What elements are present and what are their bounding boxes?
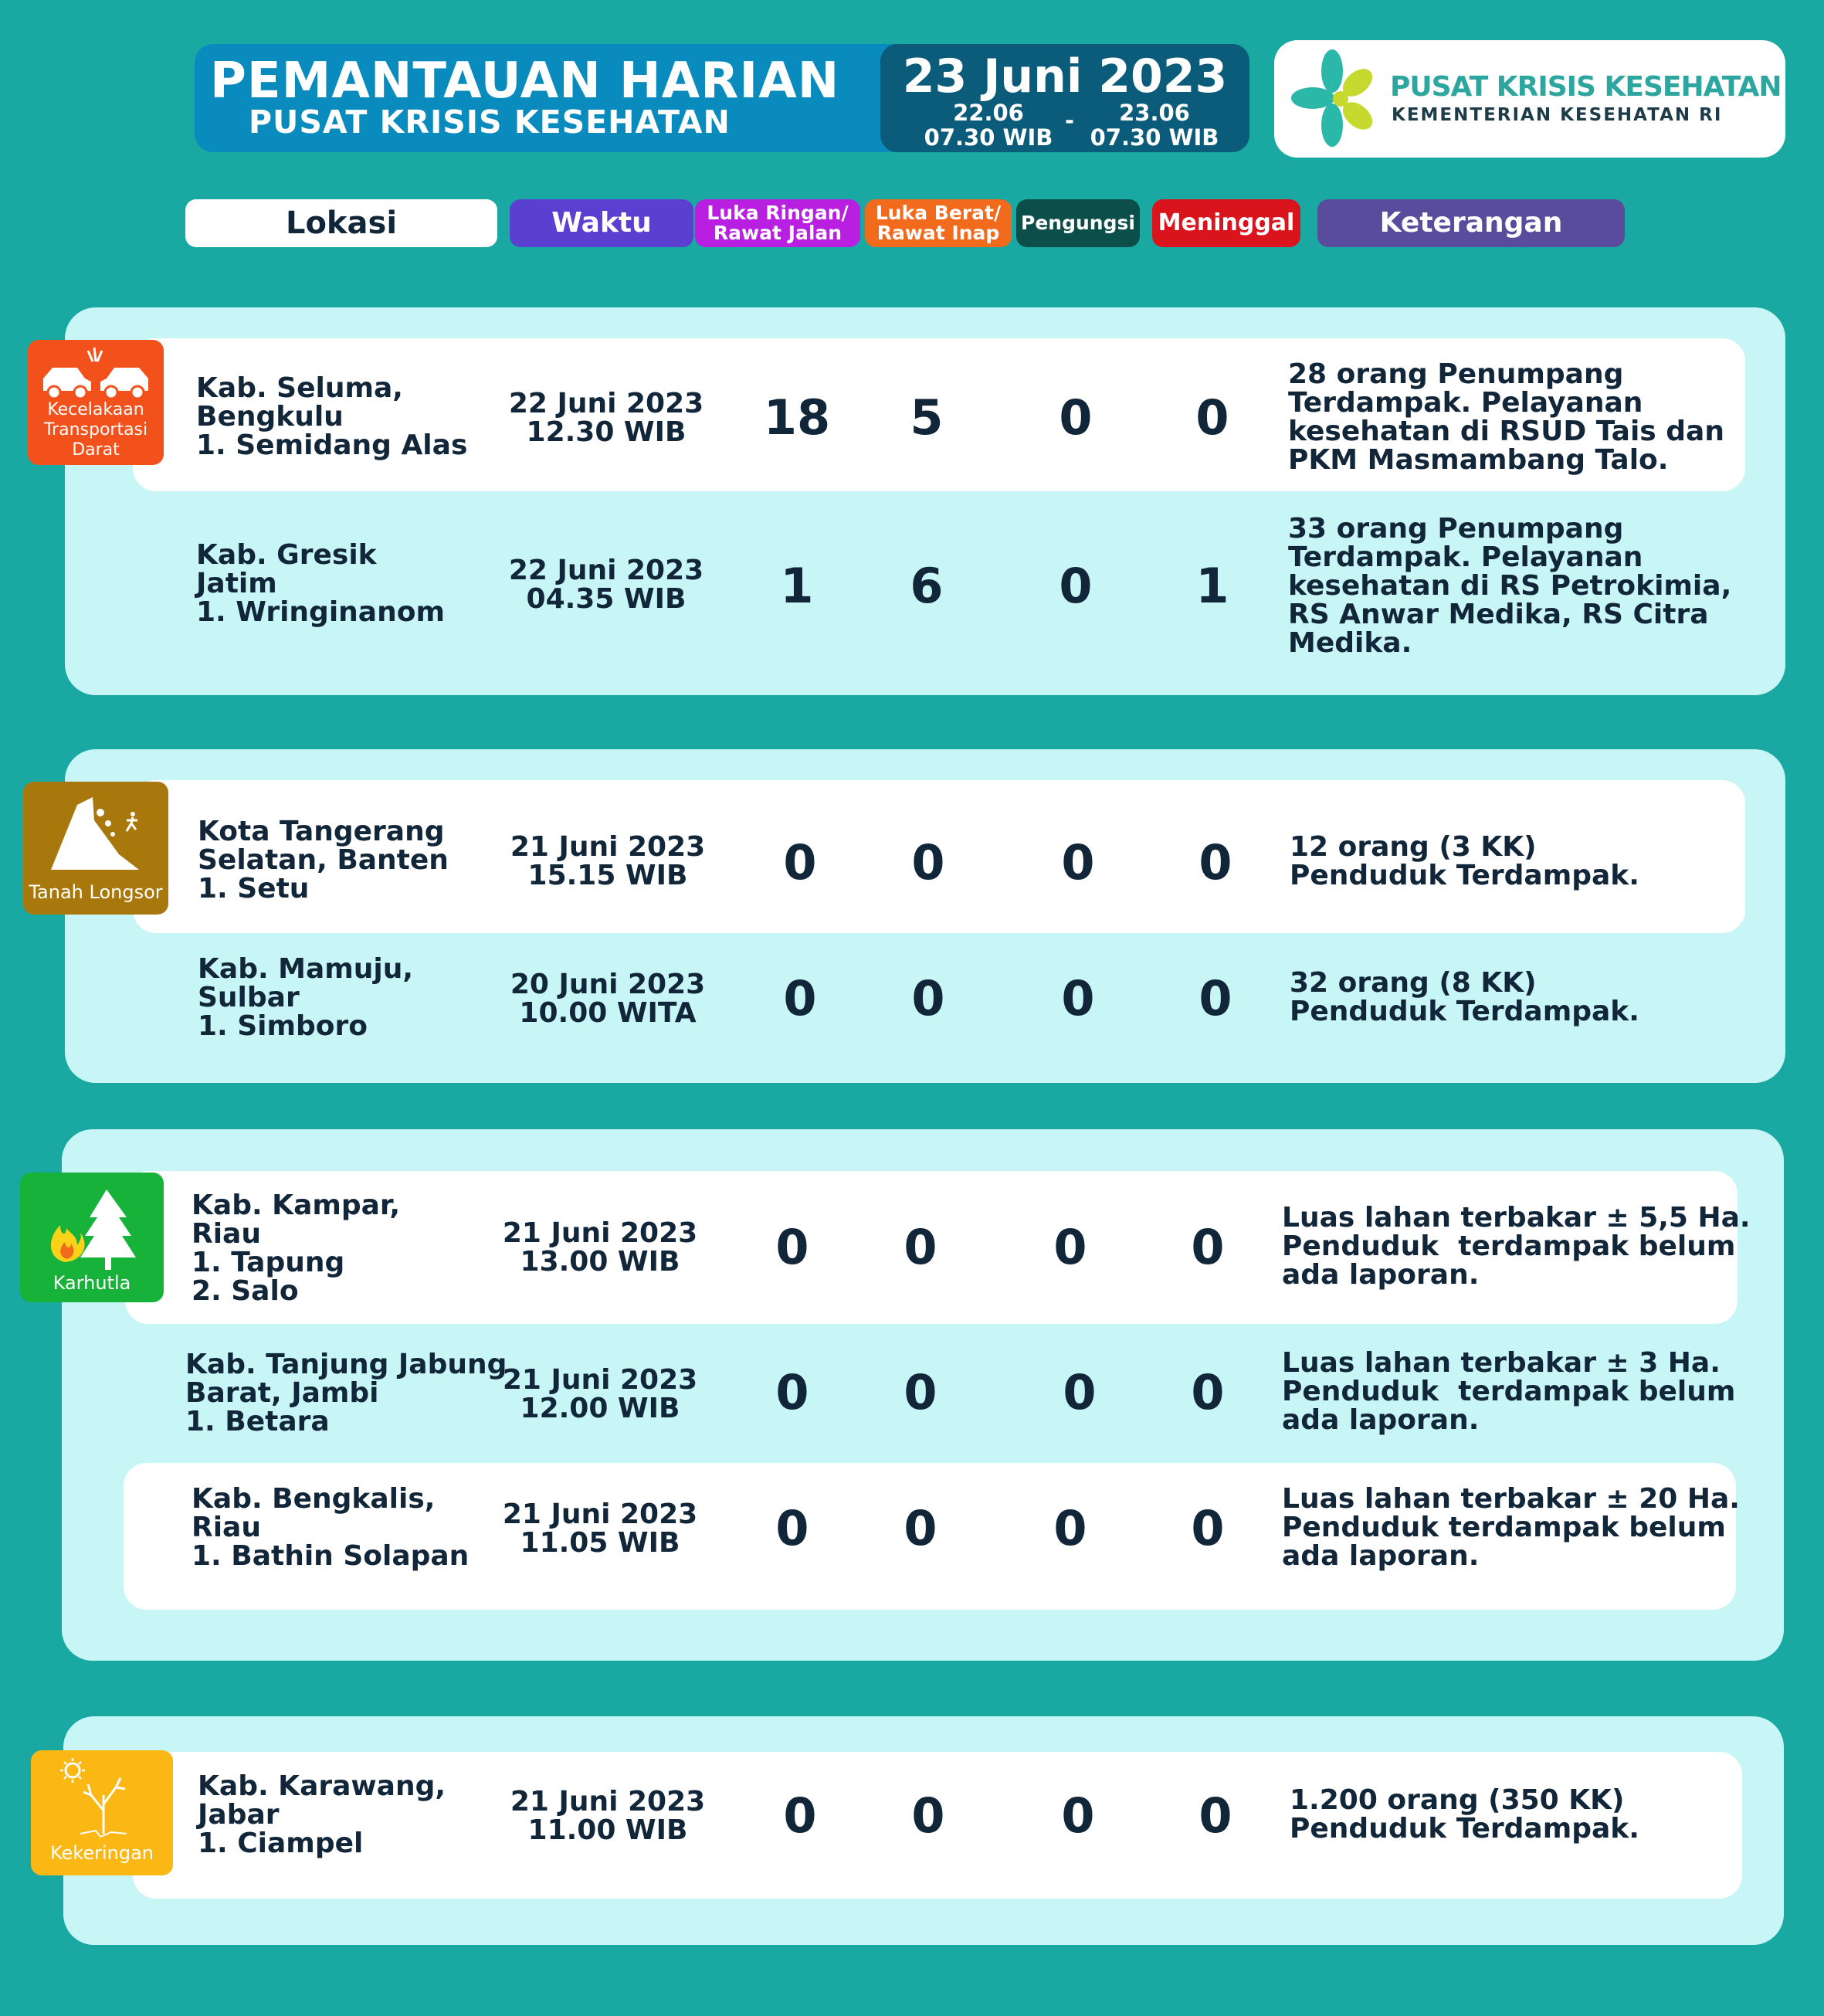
col-header-waktu: Waktu xyxy=(510,199,693,247)
luka-ringan-value: 18 xyxy=(763,389,831,446)
location-text: Kab. Kampar, Riau 1. Tapung 2. Salo xyxy=(192,1190,401,1307)
page-title: PEMANTAUAN HARIAN xyxy=(210,53,840,110)
landslide-icon xyxy=(46,789,147,874)
luka-berat-value: 0 xyxy=(904,1219,937,1275)
range-end-date: 23.06 xyxy=(1119,100,1190,126)
time-text: 22 Juni 2023 12.30 WIB xyxy=(508,388,704,448)
meninggal-value: 0 xyxy=(1198,834,1232,891)
col-header-lokasi: Lokasi xyxy=(185,199,497,247)
keterangan-text: 1.200 orang (350 KK) Penduduk Terdampak. xyxy=(1290,1784,1639,1845)
col-header-luka-berat: Luka Berat/ Rawat Inap xyxy=(865,199,1012,247)
luka-ringan-value: 0 xyxy=(775,1364,809,1420)
meninggal-value: 1 xyxy=(1195,558,1229,614)
col-header-pengungsi: Pengungsi xyxy=(1016,199,1140,247)
range-end-time: 07.30 WIB xyxy=(1090,124,1219,151)
forest-fire-icon xyxy=(43,1188,144,1273)
luka-berat-value: 0 xyxy=(911,834,945,891)
meninggal-value: 0 xyxy=(1191,1364,1225,1420)
luka-berat-value: 5 xyxy=(910,389,944,446)
location-text: Kab. Bengkalis, Riau 1. Bathin Solapan xyxy=(192,1483,470,1572)
pengungsi-value: 0 xyxy=(1063,1364,1097,1420)
time-text: 21 Juni 2023 11.00 WIB xyxy=(510,1786,706,1846)
luka-ringan-value: 0 xyxy=(775,1219,809,1275)
time-text: 21 Juni 2023 11.05 WIB xyxy=(502,1498,698,1559)
meninggal-value: 0 xyxy=(1198,1787,1232,1844)
location-text: Kab. Seluma, Bengkulu 1. Semidang Alas xyxy=(196,372,468,461)
location-text: Kab. Gresik Jatim 1. Wringinanom xyxy=(196,539,445,628)
range-start-date: 22.06 xyxy=(953,100,1024,126)
keterangan-text: 32 orang (8 KK) Penduduk Terdampak. xyxy=(1290,967,1639,1027)
page-subtitle: PUSAT KRISIS KESEHATAN xyxy=(249,104,731,141)
time-text: 21 Juni 2023 12.00 WIB xyxy=(502,1364,698,1424)
range-start-time: 07.30 WIB xyxy=(924,124,1053,151)
luka-ringan-value: 1 xyxy=(780,558,814,614)
category-label: Tanah Longsor xyxy=(29,881,163,903)
meninggal-value: 0 xyxy=(1195,389,1229,446)
time-text: 21 Juni 2023 13.00 WIB xyxy=(502,1217,698,1278)
category-badge-karhutla xyxy=(20,1173,164,1302)
logo-subtitle: KEMENTERIAN KESEHATAN RI xyxy=(1392,105,1723,125)
meninggal-value: 0 xyxy=(1191,1500,1225,1556)
pengungsi-value: 0 xyxy=(1059,389,1093,446)
location-text: Kab. Karawang, Jabar 1. Ciampel xyxy=(198,1770,446,1859)
pengungsi-value: 0 xyxy=(1053,1500,1087,1556)
logo-title: PUSAT KRISIS KESEHATAN xyxy=(1390,71,1782,103)
keterangan-text: Luas lahan terbakar ± 3 Ha. Penduduk terdampak belum ada laporan. xyxy=(1282,1347,1736,1436)
car-crash-icon xyxy=(37,344,154,406)
category-badge-kekeringan xyxy=(31,1750,173,1875)
pengungsi-value: 0 xyxy=(1061,1787,1095,1844)
time-text: 20 Juni 2023 10.00 WITA xyxy=(510,969,706,1029)
luka-ringan-value: 0 xyxy=(783,1787,817,1844)
category-label: Karhutla xyxy=(53,1272,131,1294)
luka-berat-value: 0 xyxy=(904,1500,937,1556)
keterangan-text: Luas lahan terbakar ± 20 Ha. Penduduk terdampak belum ada laporan. xyxy=(1282,1483,1740,1572)
pengungsi-value: 0 xyxy=(1061,970,1095,1027)
luka-ringan-value: 0 xyxy=(775,1500,809,1556)
category-badge-kecelakaan xyxy=(28,340,164,465)
luka-ringan-value: 0 xyxy=(783,834,817,891)
keterangan-text: 33 orang Penumpang Terdampak. Pelayanan kesehatan di RS Petrokimia, RS Anwar Medika, RS Citra Medika. xyxy=(1288,513,1732,659)
time-text: 22 Juni 2023 04.35 WIB xyxy=(508,555,704,615)
ministry-logo-icon xyxy=(1290,48,1382,148)
luka-berat-value: 0 xyxy=(904,1364,937,1420)
range-separator: - xyxy=(1064,107,1075,134)
keterangan-text: 12 orang (3 KK) Penduduk Terdampak. xyxy=(1290,831,1639,891)
category-badge-tanah-longsor xyxy=(23,782,168,915)
luka-ringan-value: 0 xyxy=(783,970,817,1027)
col-header-meninggal: Meninggal xyxy=(1152,199,1300,247)
pengungsi-value: 0 xyxy=(1053,1219,1087,1275)
location-text: Kota Tangerang Selatan, Banten 1. Setu xyxy=(198,816,449,904)
category-label: Kekeringan xyxy=(49,1842,154,1864)
pengungsi-value: 0 xyxy=(1061,834,1095,891)
drought-icon xyxy=(57,1756,150,1841)
luka-berat-value: 0 xyxy=(911,1787,945,1844)
keterangan-text: Luas lahan terbakar ± 5,5 Ha. Penduduk terdampak belum ada laporan. xyxy=(1282,1202,1751,1291)
pengungsi-value: 0 xyxy=(1059,558,1093,614)
report-date: 23 Juni 2023 xyxy=(902,49,1228,104)
luka-berat-value: 0 xyxy=(911,970,945,1027)
keterangan-text: 28 orang Penumpang Terdampak. Pelayanan kesehatan di RSUD Tais dan PKM Masmambang Talo. xyxy=(1288,358,1724,476)
meninggal-value: 0 xyxy=(1191,1219,1225,1275)
col-header-luka-ringan: Luka Ringan/ Rawat Jalan xyxy=(695,199,860,247)
col-header-keterangan: Keterangan xyxy=(1317,199,1625,247)
category-label: Kecelakaan Transportasi Darat xyxy=(43,400,148,460)
meninggal-value: 0 xyxy=(1198,970,1232,1027)
time-text: 21 Juni 2023 15.15 WIB xyxy=(510,831,706,891)
location-text: Kab. Mamuju, Sulbar 1. Simboro xyxy=(198,953,414,1042)
location-text: Kab. Tanjung Jabung Barat, Jambi 1. Betara xyxy=(185,1349,507,1437)
luka-berat-value: 6 xyxy=(910,558,944,614)
